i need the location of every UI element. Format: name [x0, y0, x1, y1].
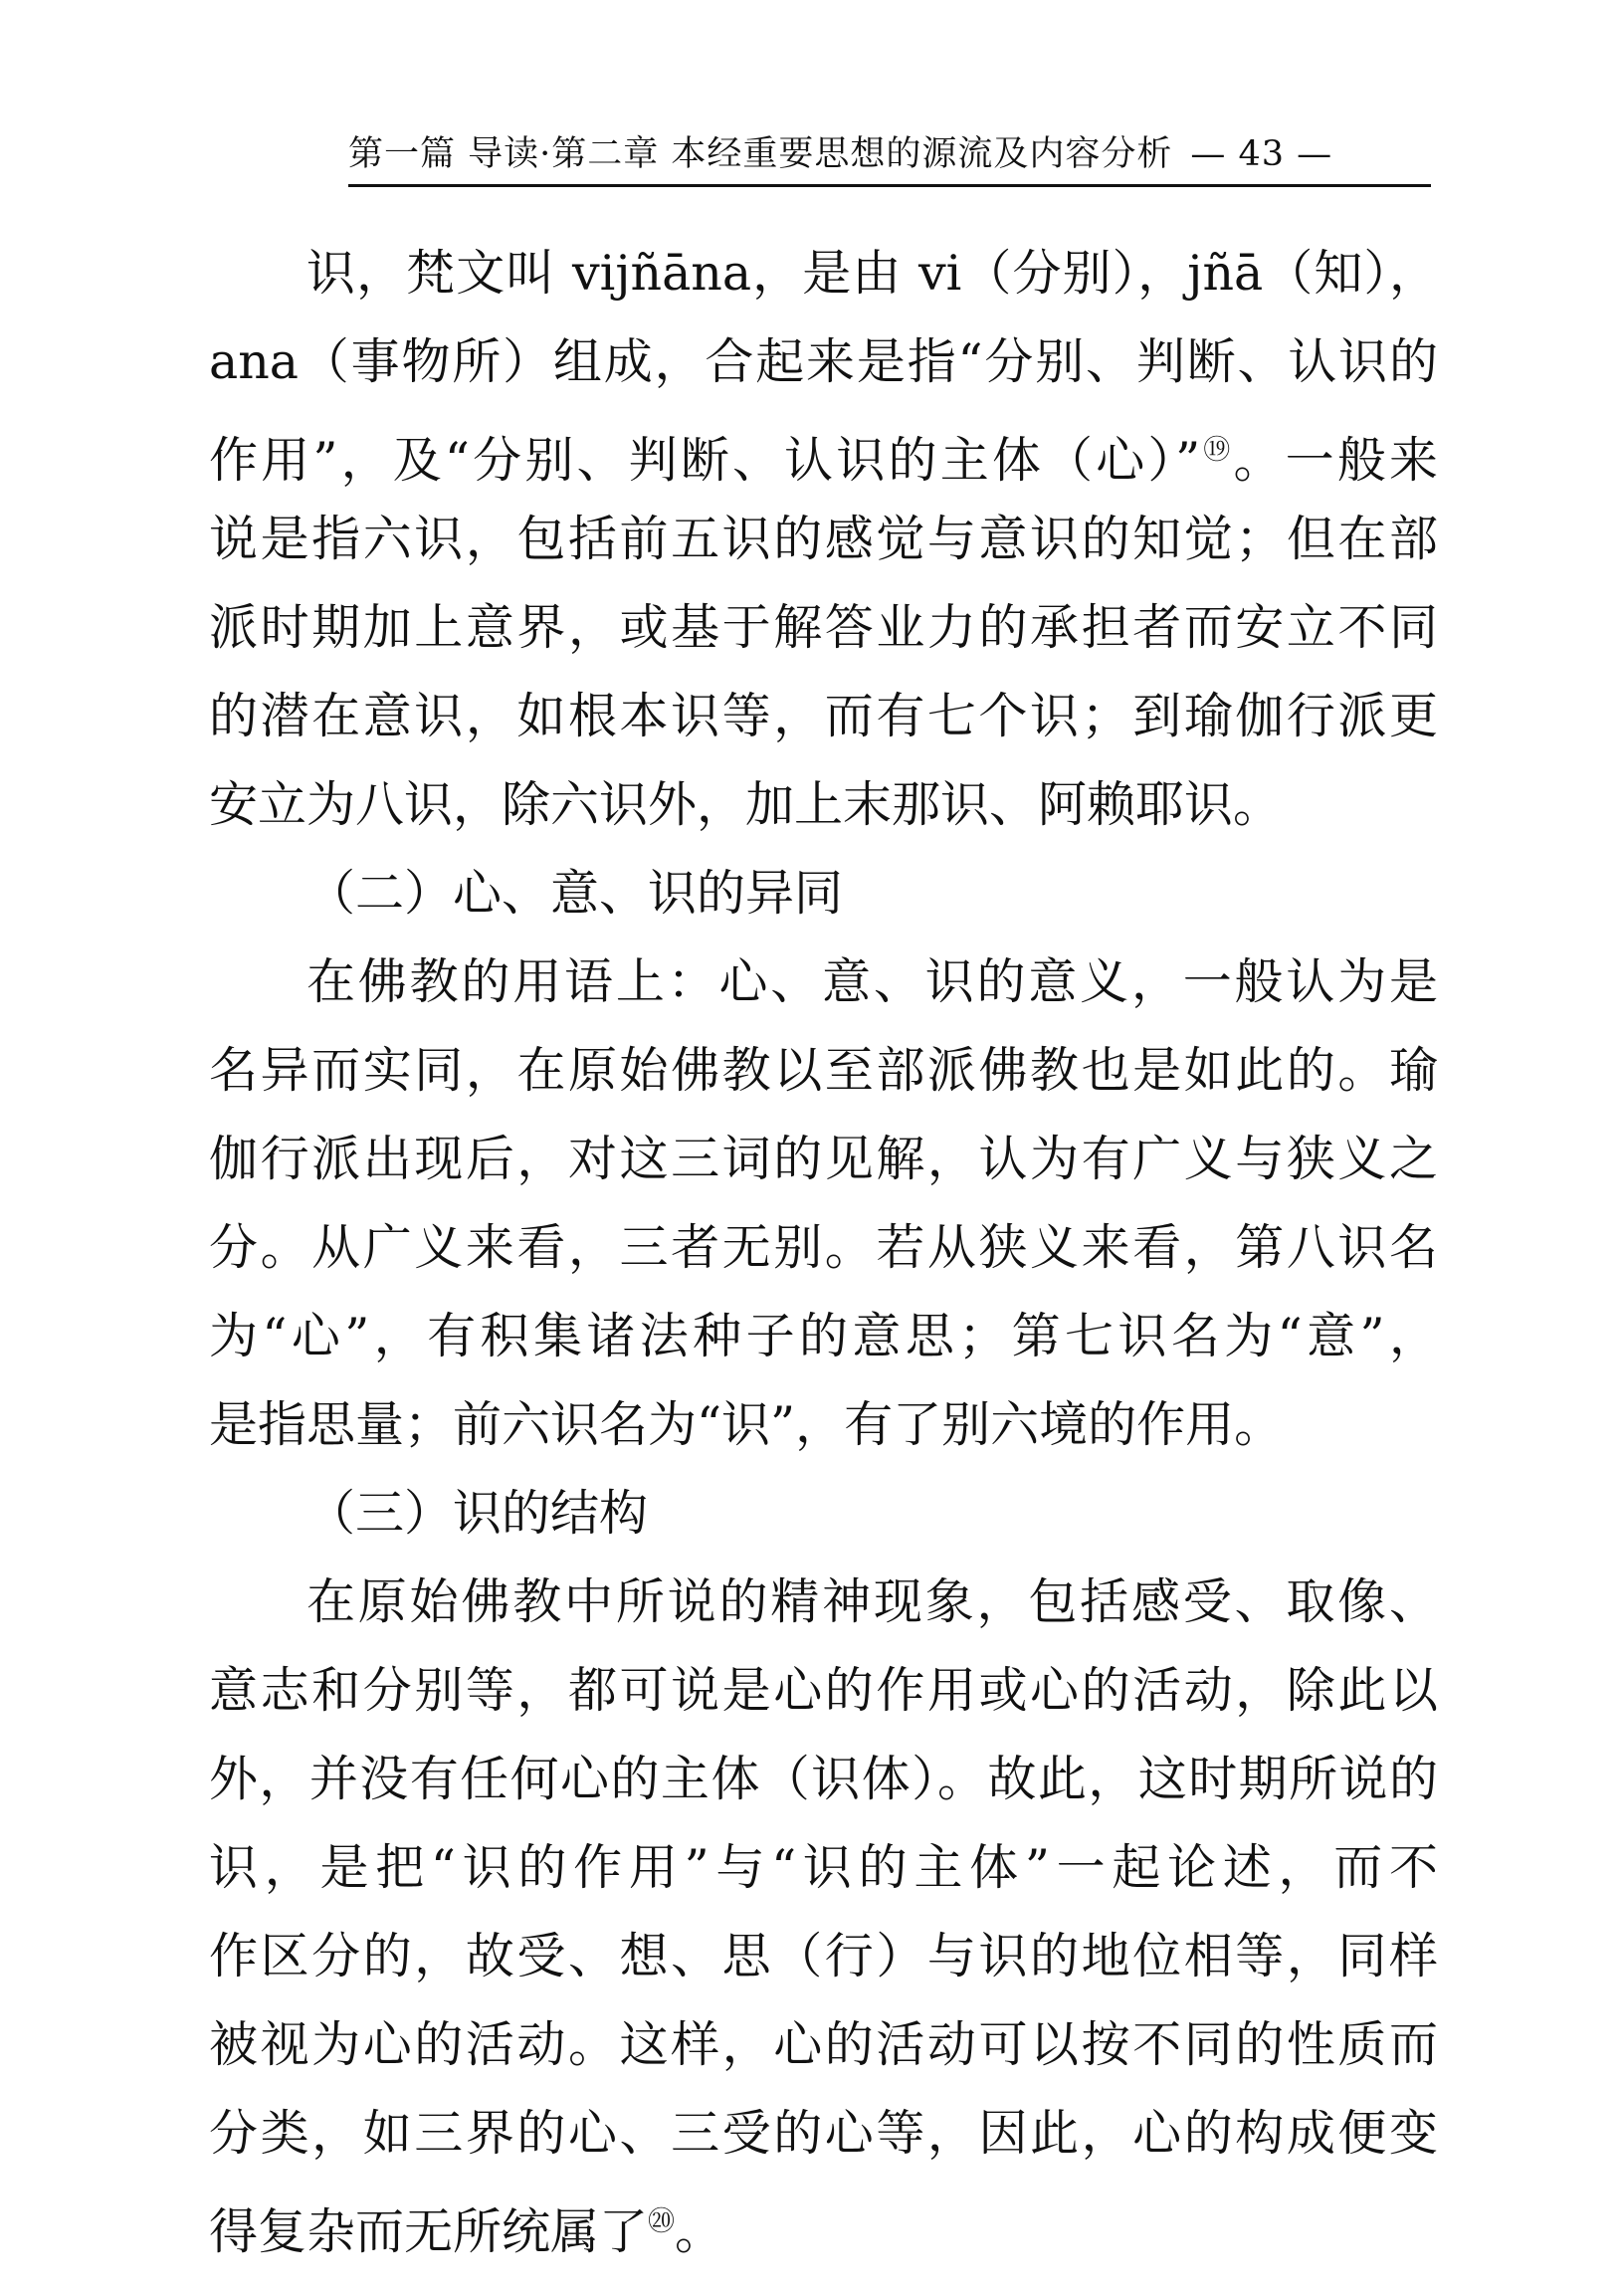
text-line: 识，是把“识的作用”与“识的主体”一起论述，而不 [209, 1839, 1438, 1896]
text-line: 说是指六识，包括前五识的感觉与意识的知觉；但在部 [209, 511, 1438, 567]
page-body [209, 229, 1438, 2266]
footnote-marker: ⑳ [648, 2206, 676, 2237]
running-header [348, 127, 1431, 187]
page-number: — 43 — [1190, 134, 1333, 174]
text-line: 是指思量；前六识名为“识”，有了别六境的作用。 [209, 1396, 1284, 1453]
text-line: 伽行派出现后，对这三词的见解，认为有广义与狭义之 [209, 1131, 1438, 1187]
text-line: 为“心”，有积集诸法种子的意思；第七识名为“意”， [209, 1308, 1438, 1364]
text-line: 派时期加上意界，或基于解答业力的承担者而安立不同 [209, 599, 1438, 656]
text-line: 的潜在意识，如根本识等，而有七个识；到瑜伽行派更 [209, 688, 1438, 744]
text-line: 在佛教的用语上：心、意、识的意义，一般认为是 [306, 953, 1438, 1010]
text-segment: 作用”，及“分别、判断、认识的主体（心）” [209, 432, 1201, 489]
text-line [209, 406, 1438, 495]
text-line: 意志和分别等，都可说是心的作用或心的活动，除此以 [209, 1662, 1438, 1719]
text-line: 安立为八识，除六识外，加上末那识、阿赖耶识。 [209, 776, 1283, 833]
paragraph-1 [209, 229, 1438, 849]
text-line: 分类，如三界的心、三受的心等，因此，心的构成便变 [209, 2105, 1438, 2162]
footnote-marker: ⑲ [1200, 435, 1234, 466]
text-line: 作区分的，故受、想、思（行）与识的地位相等，同样 [209, 1928, 1438, 1984]
paragraph-3 [209, 1558, 1438, 2266]
section-heading: （三）识的结构 [306, 1485, 649, 1542]
section-heading: （二）心、意、识的异同 [306, 865, 844, 922]
header-rule [348, 184, 1431, 187]
running-title: 第一篇 导读·第二章 本经重要思想的源流及内容分析 [348, 134, 1173, 174]
paragraph-2 [209, 938, 1438, 1469]
text-line: 被视为心的活动。这样，心的活动可以按不同的性质而 [209, 2016, 1438, 2073]
text-line: ana（事物所）组成，合起来是指“分别、判断、认识的 [209, 333, 1438, 390]
text-segment: 得复杂而无所统属了 [209, 2203, 649, 2260]
text-line [209, 2178, 1438, 2266]
text-line: 在原始佛教中所说的精神现象，包括感受、取像、 [306, 1573, 1438, 1630]
text-line: 识，梵文叫 vijñāna，是由 vi（分别），jñā（知）， [306, 245, 1438, 302]
text-segment: 。一般来 [1233, 432, 1439, 489]
text-line: 名异而实同，在原始佛教以至部派佛教也是如此的。瑜 [209, 1042, 1438, 1099]
text-segment: 。 [675, 2203, 724, 2260]
text-line: 分。从广义来看，三者无别。若从狭义来看，第八识名 [209, 1219, 1438, 1276]
text-line: 外，并没有任何心的主体（识体）。故此，这时期所说的 [209, 1751, 1438, 1807]
